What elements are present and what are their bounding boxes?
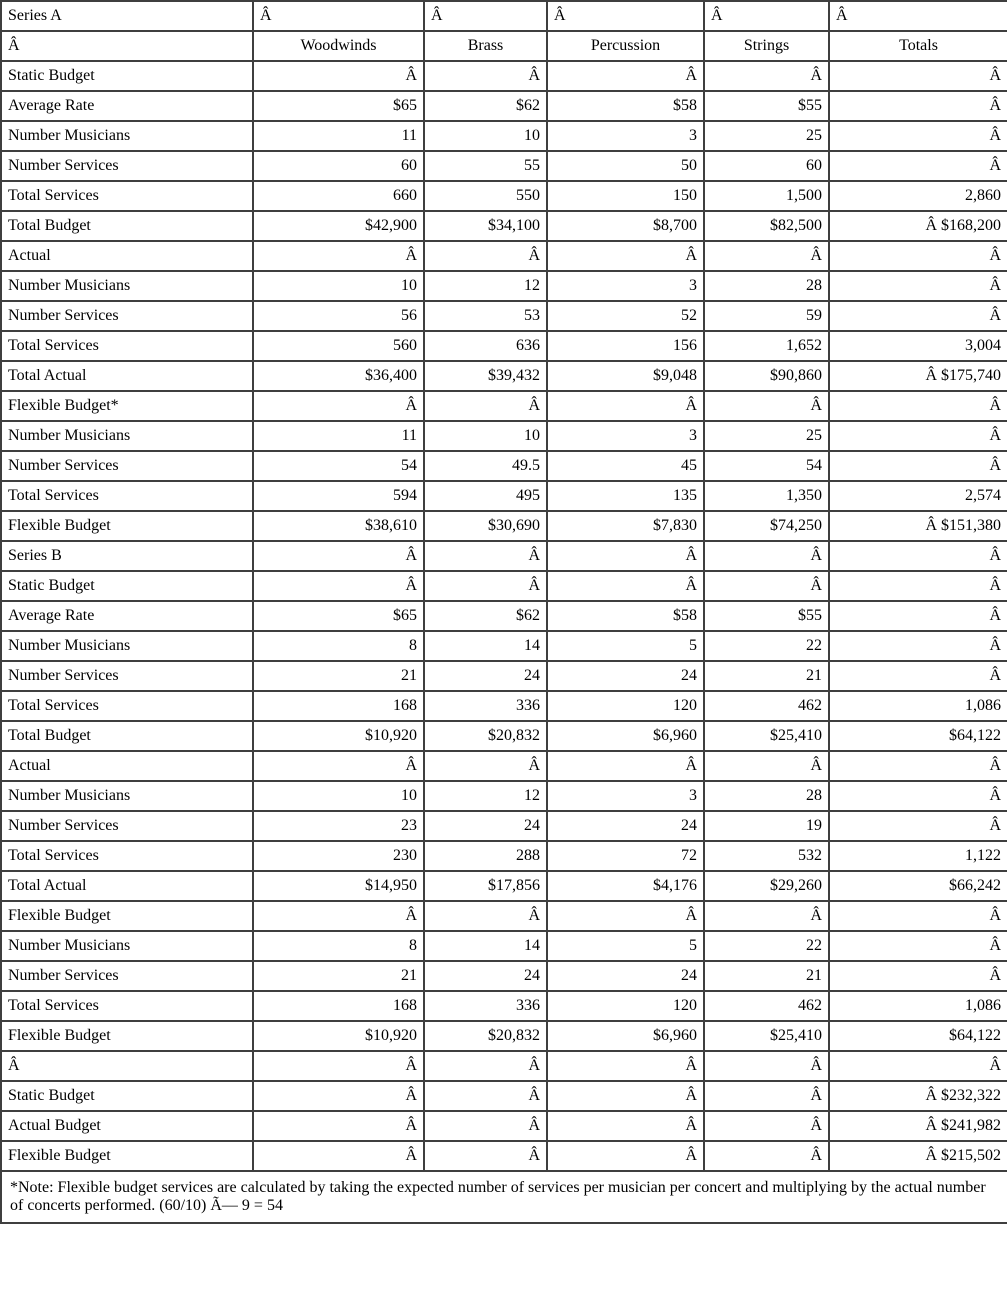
row-label-cell: Â bbox=[1, 31, 253, 61]
value-cell: Â bbox=[829, 1051, 1007, 1081]
value-cell: Â bbox=[829, 751, 1007, 781]
value-cell: Percussion bbox=[547, 31, 704, 61]
row-label-cell: Number Musicians bbox=[1, 631, 253, 661]
value-cell: 56 bbox=[253, 301, 424, 331]
table-row bbox=[1, 961, 1007, 991]
row-label-cell: Total Actual bbox=[1, 361, 253, 391]
value-cell: 52 bbox=[547, 301, 704, 331]
value-cell: $55 bbox=[704, 601, 829, 631]
value-cell: Â bbox=[829, 931, 1007, 961]
value-cell: 135 bbox=[547, 481, 704, 511]
value-cell: 10 bbox=[424, 421, 547, 451]
row-label-cell: Flexible Budget bbox=[1, 1141, 253, 1171]
footnote-row bbox=[1, 1171, 1007, 1223]
value-cell: 288 bbox=[424, 841, 547, 871]
value-cell: 5 bbox=[547, 931, 704, 961]
value-cell: 168 bbox=[253, 991, 424, 1021]
value-cell: $58 bbox=[547, 601, 704, 631]
value-cell: Â bbox=[424, 241, 547, 271]
table-row bbox=[1, 1141, 1007, 1171]
value-cell: Â $151,380 bbox=[829, 511, 1007, 541]
table-row bbox=[1, 121, 1007, 151]
value-cell: Â bbox=[547, 1141, 704, 1171]
value-cell: Â bbox=[829, 301, 1007, 331]
value-cell: $36,400 bbox=[253, 361, 424, 391]
value-cell: Â $232,322 bbox=[829, 1081, 1007, 1111]
value-cell: $9,048 bbox=[547, 361, 704, 391]
value-cell: Â bbox=[253, 241, 424, 271]
value-cell: Â bbox=[829, 961, 1007, 991]
value-cell: $20,832 bbox=[424, 1021, 547, 1051]
value-cell: 1,086 bbox=[829, 691, 1007, 721]
value-cell: 462 bbox=[704, 991, 829, 1021]
value-cell: 14 bbox=[424, 931, 547, 961]
value-cell: 150 bbox=[547, 181, 704, 211]
value-cell: Â bbox=[704, 1, 829, 31]
value-cell: Â bbox=[704, 901, 829, 931]
value-cell: Â bbox=[253, 1141, 424, 1171]
value-cell: $38,610 bbox=[253, 511, 424, 541]
value-cell: Â bbox=[704, 1111, 829, 1141]
value-cell: 8 bbox=[253, 931, 424, 961]
value-cell: 1,122 bbox=[829, 841, 1007, 871]
value-cell: 560 bbox=[253, 331, 424, 361]
row-label-cell: Series B bbox=[1, 541, 253, 571]
value-cell: Â bbox=[829, 1, 1007, 31]
table-row bbox=[1, 781, 1007, 811]
value-cell: 21 bbox=[253, 661, 424, 691]
value-cell: $34,100 bbox=[424, 211, 547, 241]
value-cell: $62 bbox=[424, 601, 547, 631]
table-row bbox=[1, 1081, 1007, 1111]
value-cell: $66,242 bbox=[829, 871, 1007, 901]
value-cell: Â bbox=[424, 1111, 547, 1141]
row-label-cell: Number Musicians bbox=[1, 931, 253, 961]
value-cell: $4,176 bbox=[547, 871, 704, 901]
value-cell: $64,122 bbox=[829, 1021, 1007, 1051]
row-label-cell: Flexible Budget bbox=[1, 511, 253, 541]
row-label-cell: Number Musicians bbox=[1, 121, 253, 151]
value-cell: Â bbox=[547, 1051, 704, 1081]
value-cell: 54 bbox=[704, 451, 829, 481]
value-cell: 21 bbox=[253, 961, 424, 991]
value-cell: 22 bbox=[704, 931, 829, 961]
table-row bbox=[1, 1, 1007, 31]
value-cell: Â bbox=[424, 391, 547, 421]
value-cell: Â bbox=[424, 1, 547, 31]
value-cell: Â bbox=[253, 1111, 424, 1141]
value-cell: Â bbox=[704, 1051, 829, 1081]
table-row bbox=[1, 211, 1007, 241]
table-row bbox=[1, 601, 1007, 631]
value-cell: Â bbox=[829, 661, 1007, 691]
value-cell: 53 bbox=[424, 301, 547, 331]
value-cell: Â bbox=[704, 1141, 829, 1171]
value-cell: 550 bbox=[424, 181, 547, 211]
table-row bbox=[1, 991, 1007, 1021]
value-cell: 60 bbox=[704, 151, 829, 181]
row-label-cell: Number Services bbox=[1, 661, 253, 691]
table-row bbox=[1, 721, 1007, 751]
value-cell: 660 bbox=[253, 181, 424, 211]
value-cell: Â $175,740 bbox=[829, 361, 1007, 391]
value-cell: 22 bbox=[704, 631, 829, 661]
row-label-cell: Total Services bbox=[1, 331, 253, 361]
value-cell: Â bbox=[829, 451, 1007, 481]
value-cell: Â bbox=[253, 391, 424, 421]
value-cell: 2,574 bbox=[829, 481, 1007, 511]
value-cell: Â bbox=[547, 571, 704, 601]
value-cell: 19 bbox=[704, 811, 829, 841]
row-label-cell: Actual bbox=[1, 241, 253, 271]
value-cell: Â bbox=[829, 61, 1007, 91]
value-cell: 2,860 bbox=[829, 181, 1007, 211]
value-cell: 120 bbox=[547, 691, 704, 721]
value-cell: Â bbox=[253, 751, 424, 781]
value-cell: $62 bbox=[424, 91, 547, 121]
table-row bbox=[1, 301, 1007, 331]
value-cell: 28 bbox=[704, 781, 829, 811]
value-cell: Â bbox=[253, 1, 424, 31]
table-row bbox=[1, 331, 1007, 361]
row-label-cell: Number Musicians bbox=[1, 781, 253, 811]
value-cell: $25,410 bbox=[704, 1021, 829, 1051]
value-cell: $6,960 bbox=[547, 721, 704, 751]
table-body bbox=[1, 1, 1007, 1171]
table-row bbox=[1, 661, 1007, 691]
value-cell: Â bbox=[547, 241, 704, 271]
value-cell: Â bbox=[704, 1081, 829, 1111]
value-cell: 50 bbox=[547, 151, 704, 181]
value-cell: $90,860 bbox=[704, 361, 829, 391]
table-row bbox=[1, 271, 1007, 301]
row-label-cell: Average Rate bbox=[1, 601, 253, 631]
value-cell: 10 bbox=[253, 271, 424, 301]
table-row bbox=[1, 391, 1007, 421]
value-cell: $64,122 bbox=[829, 721, 1007, 751]
value-cell: 21 bbox=[704, 961, 829, 991]
table-row bbox=[1, 361, 1007, 391]
row-label-cell: Number Services bbox=[1, 451, 253, 481]
value-cell: $8,700 bbox=[547, 211, 704, 241]
value-cell: Â bbox=[424, 61, 547, 91]
table-row bbox=[1, 631, 1007, 661]
value-cell: $74,250 bbox=[704, 511, 829, 541]
value-cell: 3 bbox=[547, 271, 704, 301]
value-cell: Â bbox=[253, 61, 424, 91]
row-label-cell: Static Budget bbox=[1, 1081, 253, 1111]
value-cell: Â bbox=[829, 241, 1007, 271]
value-cell: 24 bbox=[547, 661, 704, 691]
value-cell: Â bbox=[829, 781, 1007, 811]
value-cell: Â bbox=[829, 121, 1007, 151]
row-label-cell: Total Services bbox=[1, 181, 253, 211]
value-cell: 14 bbox=[424, 631, 547, 661]
table-row bbox=[1, 481, 1007, 511]
value-cell: 1,500 bbox=[704, 181, 829, 211]
row-label-cell: Â bbox=[1, 1051, 253, 1081]
row-label-cell: Number Musicians bbox=[1, 421, 253, 451]
row-label-cell: Number Services bbox=[1, 811, 253, 841]
value-cell: Â bbox=[547, 1081, 704, 1111]
value-cell: Â bbox=[829, 151, 1007, 181]
value-cell: 24 bbox=[424, 661, 547, 691]
value-cell: Â bbox=[704, 391, 829, 421]
row-label-cell: Number Services bbox=[1, 301, 253, 331]
value-cell: Â bbox=[547, 1, 704, 31]
value-cell: 21 bbox=[704, 661, 829, 691]
value-cell: $10,920 bbox=[253, 721, 424, 751]
value-cell: 1,652 bbox=[704, 331, 829, 361]
table-row bbox=[1, 451, 1007, 481]
value-cell: Â bbox=[547, 61, 704, 91]
value-cell: Â bbox=[424, 901, 547, 931]
value-cell: Â bbox=[829, 811, 1007, 841]
value-cell: Â bbox=[829, 901, 1007, 931]
row-label-cell: Total Services bbox=[1, 481, 253, 511]
row-label-cell: Total Budget bbox=[1, 721, 253, 751]
value-cell: $10,920 bbox=[253, 1021, 424, 1051]
value-cell: Â bbox=[704, 241, 829, 271]
value-cell: 59 bbox=[704, 301, 829, 331]
row-label-cell: Total Budget bbox=[1, 211, 253, 241]
value-cell: $65 bbox=[253, 601, 424, 631]
value-cell: Â $168,200 bbox=[829, 211, 1007, 241]
row-label-cell: Number Services bbox=[1, 151, 253, 181]
value-cell: 1,350 bbox=[704, 481, 829, 511]
value-cell: Â bbox=[547, 1111, 704, 1141]
value-cell: Â bbox=[547, 541, 704, 571]
value-cell: 495 bbox=[424, 481, 547, 511]
value-cell: 636 bbox=[424, 331, 547, 361]
value-cell: 23 bbox=[253, 811, 424, 841]
value-cell: Â bbox=[424, 1081, 547, 1111]
value-cell: Â bbox=[547, 391, 704, 421]
value-cell: $39,432 bbox=[424, 361, 547, 391]
value-cell: Â bbox=[253, 1051, 424, 1081]
row-label-cell: Actual bbox=[1, 751, 253, 781]
value-cell: $29,260 bbox=[704, 871, 829, 901]
value-cell: Brass bbox=[424, 31, 547, 61]
value-cell: 72 bbox=[547, 841, 704, 871]
table-row bbox=[1, 571, 1007, 601]
table-row bbox=[1, 61, 1007, 91]
table-row bbox=[1, 751, 1007, 781]
value-cell: 24 bbox=[424, 811, 547, 841]
value-cell: $42,900 bbox=[253, 211, 424, 241]
value-cell: 120 bbox=[547, 991, 704, 1021]
table-row bbox=[1, 511, 1007, 541]
value-cell: Â bbox=[829, 541, 1007, 571]
value-cell: $17,856 bbox=[424, 871, 547, 901]
value-cell: Â bbox=[424, 541, 547, 571]
table-row bbox=[1, 1051, 1007, 1081]
value-cell: Â bbox=[704, 61, 829, 91]
value-cell: Â $241,982 bbox=[829, 1111, 1007, 1141]
value-cell: 10 bbox=[253, 781, 424, 811]
value-cell: 5 bbox=[547, 631, 704, 661]
table-row bbox=[1, 421, 1007, 451]
value-cell: 336 bbox=[424, 691, 547, 721]
value-cell: Â bbox=[547, 901, 704, 931]
value-cell: 45 bbox=[547, 451, 704, 481]
value-cell: $25,410 bbox=[704, 721, 829, 751]
value-cell: 168 bbox=[253, 691, 424, 721]
value-cell: 55 bbox=[424, 151, 547, 181]
value-cell: Â bbox=[704, 541, 829, 571]
value-cell: Â bbox=[829, 421, 1007, 451]
value-cell: Â bbox=[253, 1081, 424, 1111]
value-cell: 25 bbox=[704, 421, 829, 451]
value-cell: 24 bbox=[547, 961, 704, 991]
value-cell: Â bbox=[829, 91, 1007, 121]
table-row bbox=[1, 841, 1007, 871]
value-cell: 336 bbox=[424, 991, 547, 1021]
value-cell: 3 bbox=[547, 781, 704, 811]
row-label-cell: Flexible Budget bbox=[1, 901, 253, 931]
value-cell: Â bbox=[704, 751, 829, 781]
value-cell: 156 bbox=[547, 331, 704, 361]
value-cell: 1,086 bbox=[829, 991, 1007, 1021]
row-label-cell: Average Rate bbox=[1, 91, 253, 121]
value-cell: $55 bbox=[704, 91, 829, 121]
table-row bbox=[1, 541, 1007, 571]
value-cell: 230 bbox=[253, 841, 424, 871]
value-cell: 24 bbox=[547, 811, 704, 841]
row-label-cell: Series A bbox=[1, 1, 253, 31]
value-cell: 12 bbox=[424, 271, 547, 301]
value-cell: 25 bbox=[704, 121, 829, 151]
value-cell: $20,832 bbox=[424, 721, 547, 751]
value-cell: 49.5 bbox=[424, 451, 547, 481]
table-row bbox=[1, 901, 1007, 931]
value-cell: 54 bbox=[253, 451, 424, 481]
table-row bbox=[1, 811, 1007, 841]
value-cell: Â bbox=[829, 601, 1007, 631]
table-footer bbox=[1, 1171, 1007, 1223]
table-row bbox=[1, 871, 1007, 901]
row-label-cell: Actual Budget bbox=[1, 1111, 253, 1141]
row-label-cell: Static Budget bbox=[1, 571, 253, 601]
value-cell: Â bbox=[424, 1051, 547, 1081]
table-row bbox=[1, 181, 1007, 211]
table-row bbox=[1, 691, 1007, 721]
value-cell: $7,830 bbox=[547, 511, 704, 541]
row-label-cell: Flexible Budget* bbox=[1, 391, 253, 421]
value-cell: Â bbox=[253, 541, 424, 571]
value-cell: 28 bbox=[704, 271, 829, 301]
value-cell: Â bbox=[253, 571, 424, 601]
table-row bbox=[1, 1021, 1007, 1051]
value-cell: 24 bbox=[424, 961, 547, 991]
value-cell: Woodwinds bbox=[253, 31, 424, 61]
value-cell: $65 bbox=[253, 91, 424, 121]
value-cell: Â bbox=[829, 571, 1007, 601]
value-cell: $30,690 bbox=[424, 511, 547, 541]
value-cell: 594 bbox=[253, 481, 424, 511]
row-label-cell: Number Musicians bbox=[1, 271, 253, 301]
table-row bbox=[1, 151, 1007, 181]
table-row bbox=[1, 931, 1007, 961]
value-cell: Â bbox=[547, 751, 704, 781]
value-cell: Â bbox=[829, 631, 1007, 661]
table-row bbox=[1, 91, 1007, 121]
value-cell: 11 bbox=[253, 421, 424, 451]
table-row bbox=[1, 1111, 1007, 1141]
value-cell: $58 bbox=[547, 91, 704, 121]
row-label-cell: Total Actual bbox=[1, 871, 253, 901]
value-cell: 532 bbox=[704, 841, 829, 871]
value-cell: $6,960 bbox=[547, 1021, 704, 1051]
table-row bbox=[1, 31, 1007, 61]
footnote-text: *Note: Flexible budget services are calculated by taking the expected number of services per musician per concert and multiplying by the actual number of concerts performed. (60/10) Ã— 9 = 54 bbox=[1, 1171, 1007, 1223]
value-cell: Â $215,502 bbox=[829, 1141, 1007, 1171]
value-cell: $14,950 bbox=[253, 871, 424, 901]
value-cell: 3 bbox=[547, 121, 704, 151]
value-cell: 3,004 bbox=[829, 331, 1007, 361]
value-cell: Â bbox=[253, 901, 424, 931]
value-cell: Â bbox=[829, 271, 1007, 301]
value-cell: Â bbox=[424, 571, 547, 601]
row-label-cell: Total Services bbox=[1, 691, 253, 721]
value-cell: Â bbox=[704, 571, 829, 601]
value-cell: 11 bbox=[253, 121, 424, 151]
value-cell: Â bbox=[424, 1141, 547, 1171]
row-label-cell: Static Budget bbox=[1, 61, 253, 91]
value-cell: 12 bbox=[424, 781, 547, 811]
value-cell: Â bbox=[829, 391, 1007, 421]
row-label-cell: Number Services bbox=[1, 961, 253, 991]
value-cell: 60 bbox=[253, 151, 424, 181]
value-cell: Strings bbox=[704, 31, 829, 61]
value-cell: Â bbox=[424, 751, 547, 781]
value-cell: 8 bbox=[253, 631, 424, 661]
table-row bbox=[1, 241, 1007, 271]
value-cell: $82,500 bbox=[704, 211, 829, 241]
value-cell: 10 bbox=[424, 121, 547, 151]
row-label-cell: Flexible Budget bbox=[1, 1021, 253, 1051]
value-cell: 462 bbox=[704, 691, 829, 721]
row-label-cell: Total Services bbox=[1, 841, 253, 871]
row-label-cell: Total Services bbox=[1, 991, 253, 1021]
value-cell: Totals bbox=[829, 31, 1007, 61]
value-cell: 3 bbox=[547, 421, 704, 451]
